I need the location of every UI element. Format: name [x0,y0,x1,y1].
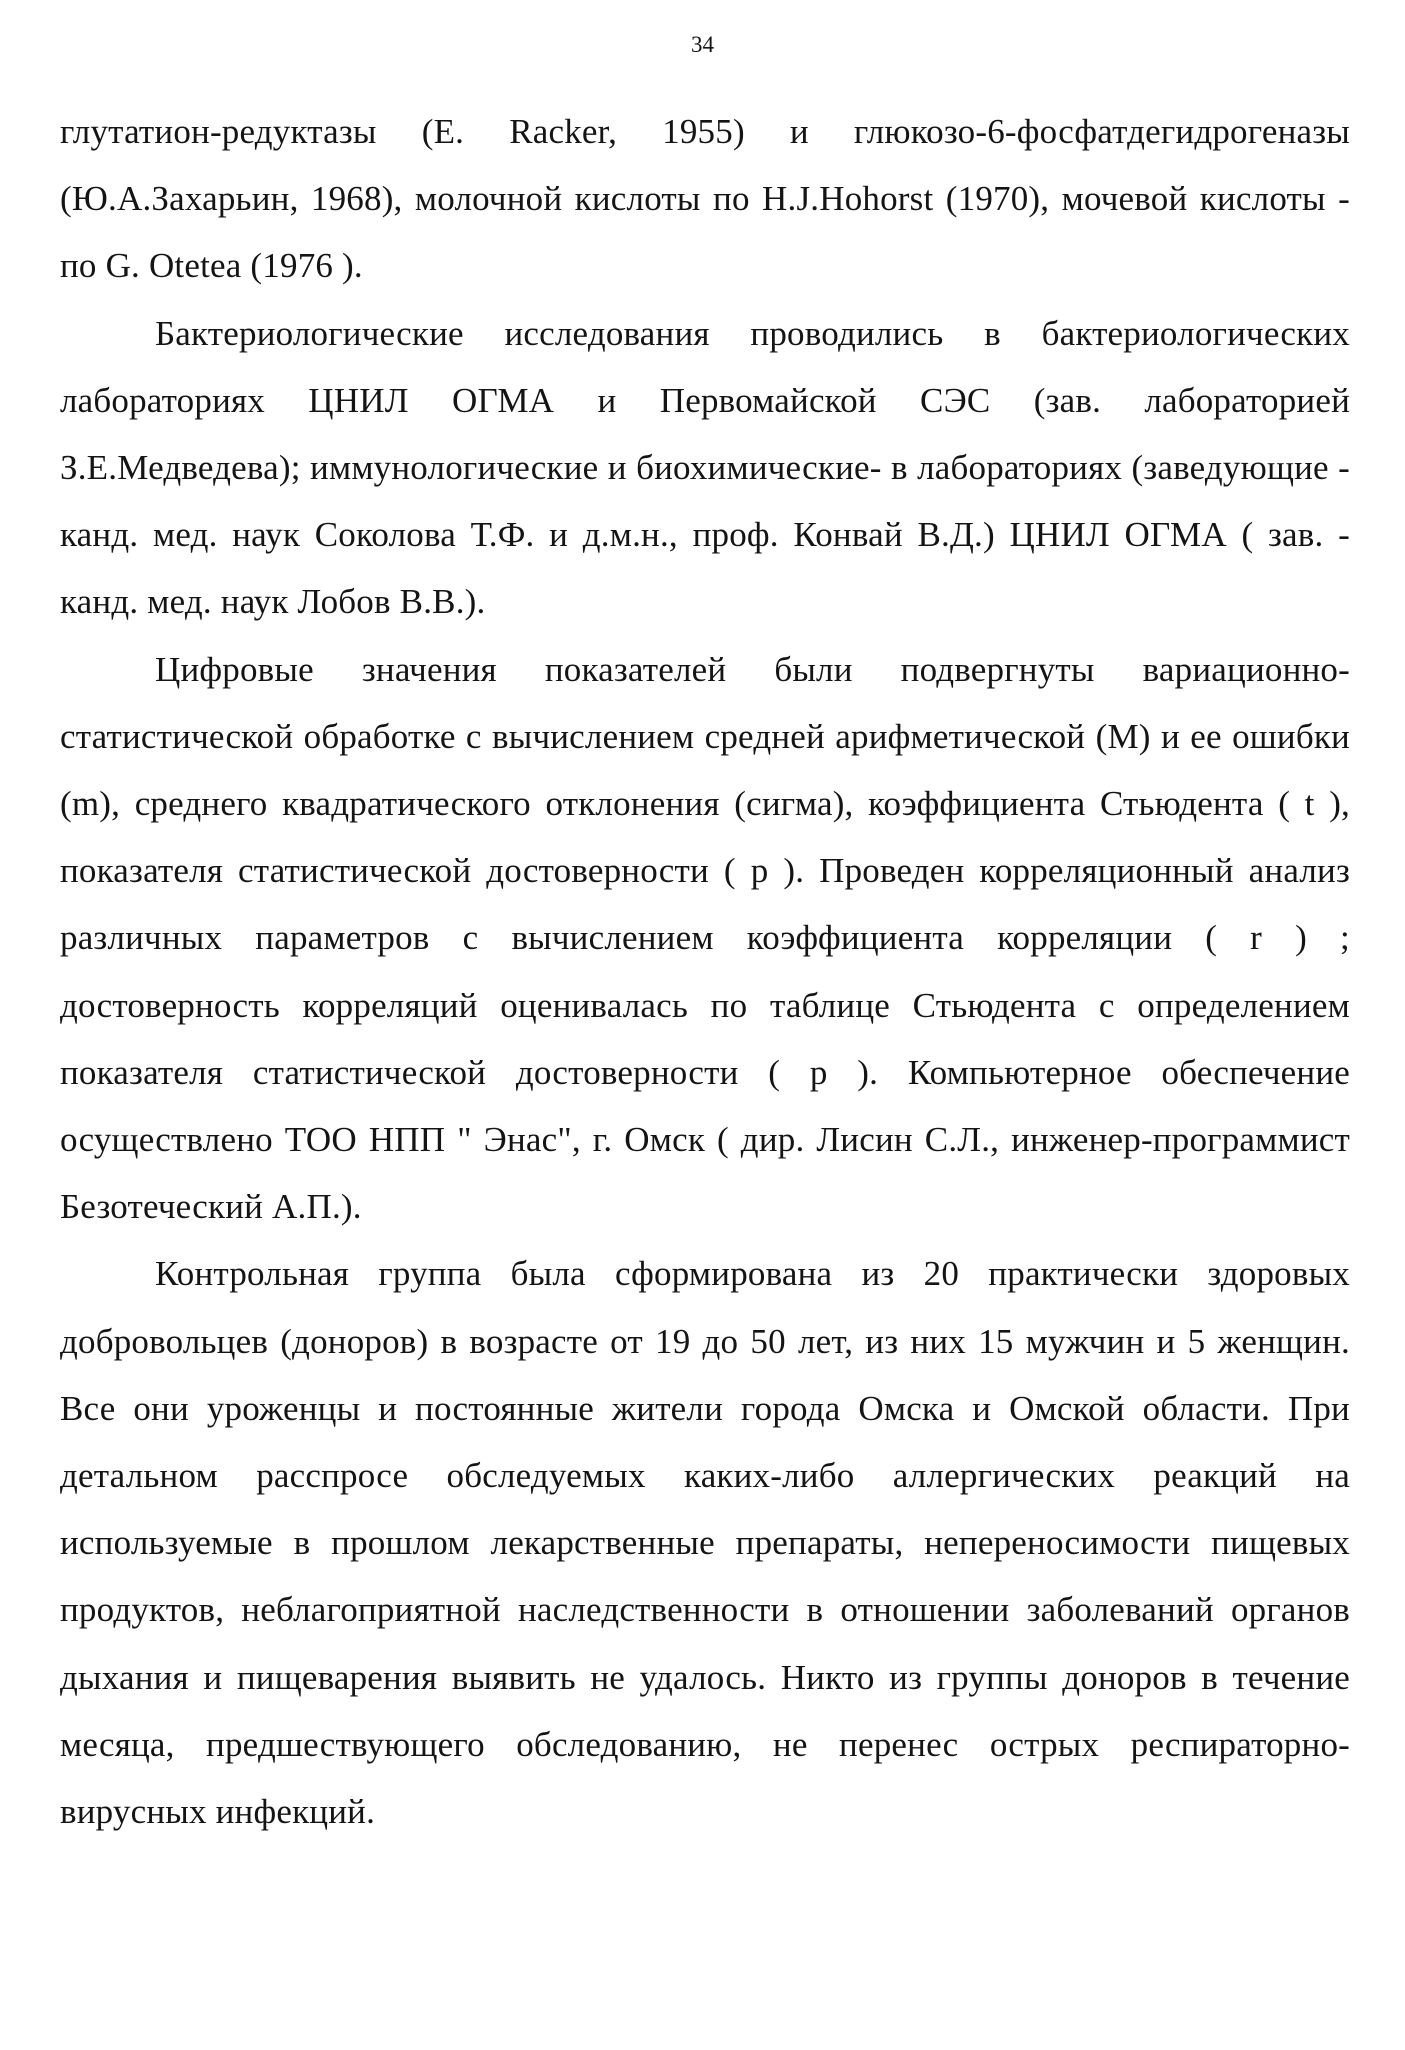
paragraph-continuation: глутатион-редуктазы (E. Racker, 1955) и глюкозо-6-фосфатдегидрогеназы (Ю.А.Захарьин, 1968), молочной кислоты по H.J.Hohorst (1970), мочевой кислоты - по G. Otetea (1976 ). [60,112,1350,286]
paragraph-bacteriological-studies: Бактериологические исследования проводились в бактериологических лабораториях ЦНИЛ ОГМА и Первомайской СЭС (зав. лабораторией З.Е.Медведева); иммунологические и биохимические- в лабораториях (заведующие - канд. мед. наук Соколова Т.Ф. и д.м.н., проф. Конвай В.Д.) ЦНИЛ ОГМА ( зав. - канд. мед. наук Лобов В.В.). [60,313,1350,622]
page-number: 34 [691,32,714,57]
paragraph-control-group: Контрольная группа была сформирована из 20 практически здоровых добровольцев (доноров) в возрасте от 19 до 50 лет, из них 15 мужчин и 5 женщин. Все они уроженцы и постоянные жители города Омска и Омской области. При детальном расспросе обследуемых каких-либо аллергических реакций на используемые в прошлом лекарственные препараты, непереносимости пищевых продуктов, неблагоприятной наследственности в отношении заболеваний органов дыхания и пищеварения выявить не удалось. Никто из группы доноров в течение месяца, предшествующего обследованию, не перенес острых респираторно-вирусных инфекций. [60,1254,1350,1832]
document-body [60,98,1350,1845]
paragraph-statistical-processing: Цифровые значения показателей были подвергнуты вариационно-статистической обработке с вычислением средней арифметической (М) и ее ошибки (m), среднего квадратического отклонения (сигма), коэффициента Стьюдента ( t ), показателя статистической достоверности ( p ). Проведен корреляционный анализ различных параметров с вычислением коэффициента корреляции ( r ) ; достоверность корреляций оценивалась по таблице Стьюдента с определением показателя статистической достоверности ( p ). Компьютерное обеспечение осуществлено ТОО НПП " Энас", г. Омск ( дир. Лисин С.Л., инженер-программист Безотеческий А.П.). [60,649,1350,1227]
